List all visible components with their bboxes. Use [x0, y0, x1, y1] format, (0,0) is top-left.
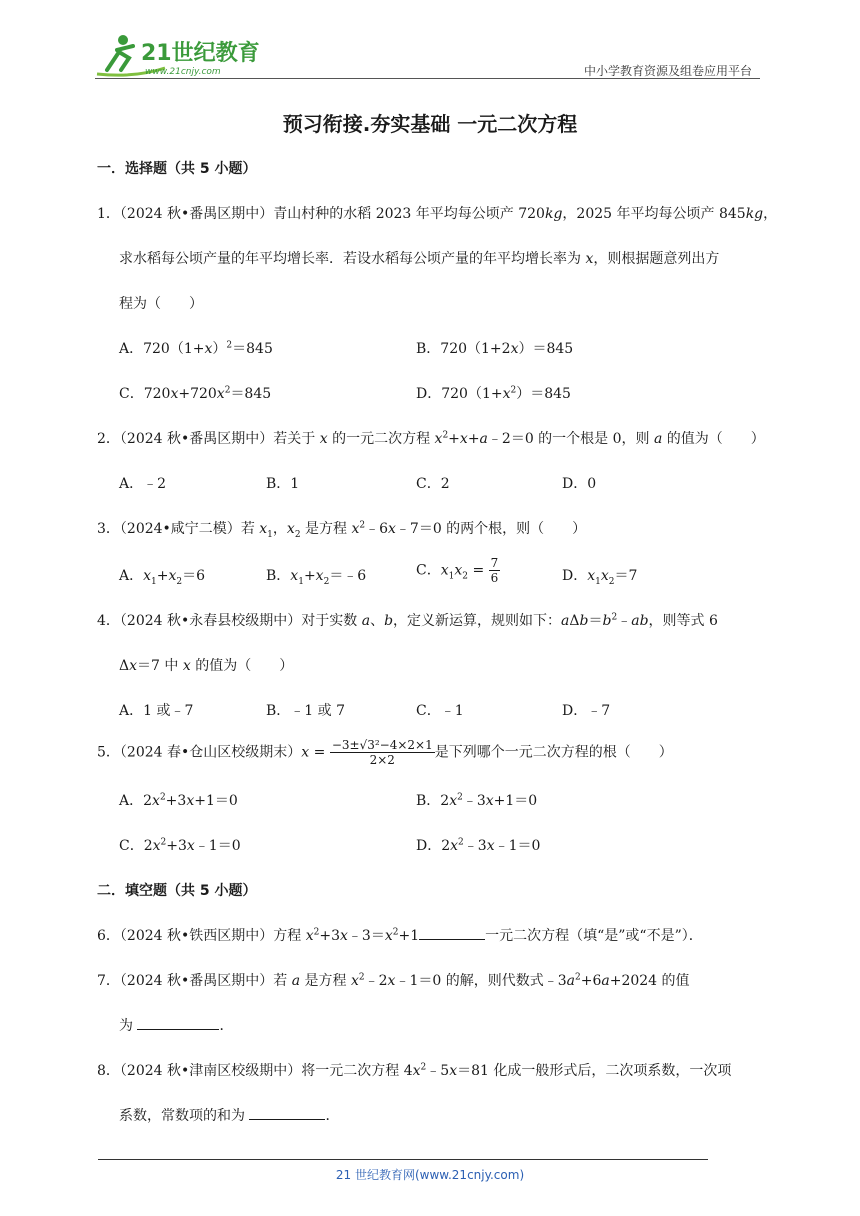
q2-option-a: A．﹣2 [119, 476, 167, 492]
q1-option-b: B．720（1+2x）＝845 [416, 341, 574, 357]
q1-option-d: D．$720(1+x^2)=845$ [416, 385, 571, 402]
q3-option-a: A．$x_1+x_2=6$ [119, 568, 206, 587]
question-5-line-1: 5．（2024 春•仓山区校级期末）x = $\frac{\text{−3±√3²−4×2×1}}{2\times 2}$ 是下列哪个一元二次方程的根（ ） [97, 738, 673, 767]
question-3-line-1: 3．（2024•咸宁二模）若 $x_1$，$x_2$ 是方程 $x^2﹣6x﹣7=0$ 的两个根，则（ ） [97, 520, 587, 540]
q4-option-b: B．﹣1 或 7 [266, 703, 346, 719]
section-heading-choice: 一．选择题（共 5 小题） [97, 161, 257, 177]
header-divider [95, 78, 760, 79]
page-title: 预习衔接.夯实基础 一元二次方程 [282, 112, 578, 136]
q5-option-b: B．$2x^2﹣3x+1=0$ [416, 792, 538, 809]
q1-option-a: A．$720(1+x)^2=845$ [119, 340, 273, 357]
q2-option-c: C．2 [416, 476, 450, 492]
question-1-line-3: 程为（ ） [119, 296, 203, 312]
question-8-line-1: 8．（2024 秋•津南区校级期中）将一元二次方程 $4x^2﹣5x=81$ 化成一般形式后，二次项系数，一次项 [97, 1062, 732, 1079]
question-8-line-2: 系数，常数项的和为 ． [119, 1105, 339, 1125]
answer-blank-7[interactable] [137, 1015, 219, 1030]
page-footer[interactable]: 21 世纪教育网(www.21cnjy.com) [335, 1168, 525, 1182]
question-2-line-1: 2．（2024 秋•番禺区期中）若关于 x 的一元二次方程 $x^2+x+a﹣2=0$ 的一个根是 0，则 a 的值为（ ） [97, 430, 765, 447]
q5-option-a: A．$2x^2+3x+1=0$ [119, 792, 238, 809]
q3-option-b: B．$x_1+x_2=﹣6$ [266, 568, 367, 587]
q4-option-d: D．﹣7 [562, 703, 611, 719]
question-1-line-1: 1．（2024 秋•番禺区期中）青山村种的水稻 2023 年平均每公顷产 720kg，2025 年平均每公顷产 845kg， [97, 206, 778, 222]
q2-option-d: D．0 [562, 476, 597, 492]
platform-name: 中小学教育资源及组卷应用平台 [583, 64, 752, 78]
q4-option-c: C．﹣1 [416, 703, 464, 719]
footer-divider [98, 1159, 708, 1160]
q5-option-d: D．$2x^2﹣3x﹣1=0$ [416, 837, 541, 854]
question-4-line-2: Δx＝7 中 x 的值为（ ） [119, 658, 294, 674]
page-header [95, 30, 760, 80]
question-7-line-2: 为 ． [119, 1015, 233, 1035]
q1-option-c: C．$720x+720x^2=845$ [119, 385, 272, 402]
q2-option-b: B．1 [266, 476, 300, 492]
svg-text:21世纪教育: 21世纪教育 [141, 41, 260, 66]
logo-icon [95, 30, 265, 78]
question-7-line-1: 7．（2024 秋•番禺区期中）若 a 是方程 $x^2﹣2x﹣1=0$ 的解，则代数式$﹣3a^2+6a+2024$ 的值 [97, 972, 690, 989]
q3-option-d: D．$x_1x_2=7$ [562, 568, 638, 587]
q3-option-c: C．$x_1x_2$ = $\frac{7}{6}$ [416, 556, 499, 585]
q3-fraction: $\frac{7}{6}$ [490, 556, 499, 585]
answer-blank-8[interactable] [249, 1105, 325, 1120]
q4-option-a: A．1 或﹣7 [119, 703, 194, 719]
q5-option-c: C．$2x^2+3x﹣1=0$ [119, 837, 241, 854]
section-heading-fill: 二．填空题（共 5 小题） [97, 883, 257, 899]
q5-fraction: $\frac{\text{−3±√3²−4×2×1}}{2\times 2}$ [331, 738, 433, 767]
question-6-line-1: 6．（2024 秋•铁西区期中）方程 $x^2+3x﹣3=x^2+1$ 一元二次方程（填“是”或“不是”）． [97, 925, 703, 945]
answer-blank-6[interactable] [419, 925, 485, 940]
svg-text:www.21cnjy.com: www.21cnjy.com [145, 67, 221, 77]
question-1-line-2: 求水稻每公顷产量的年平均增长率．若设水稻每公顷产量的年平均增长率为 x，则根据题意列出方 [119, 251, 720, 267]
question-4-line-1: 4．（2024 秋•永春县校级期中）对于实数 a、b，定义新运算，规则如下：$a\Delta b=b^2﹣ab$，则等式 6 [97, 612, 718, 629]
